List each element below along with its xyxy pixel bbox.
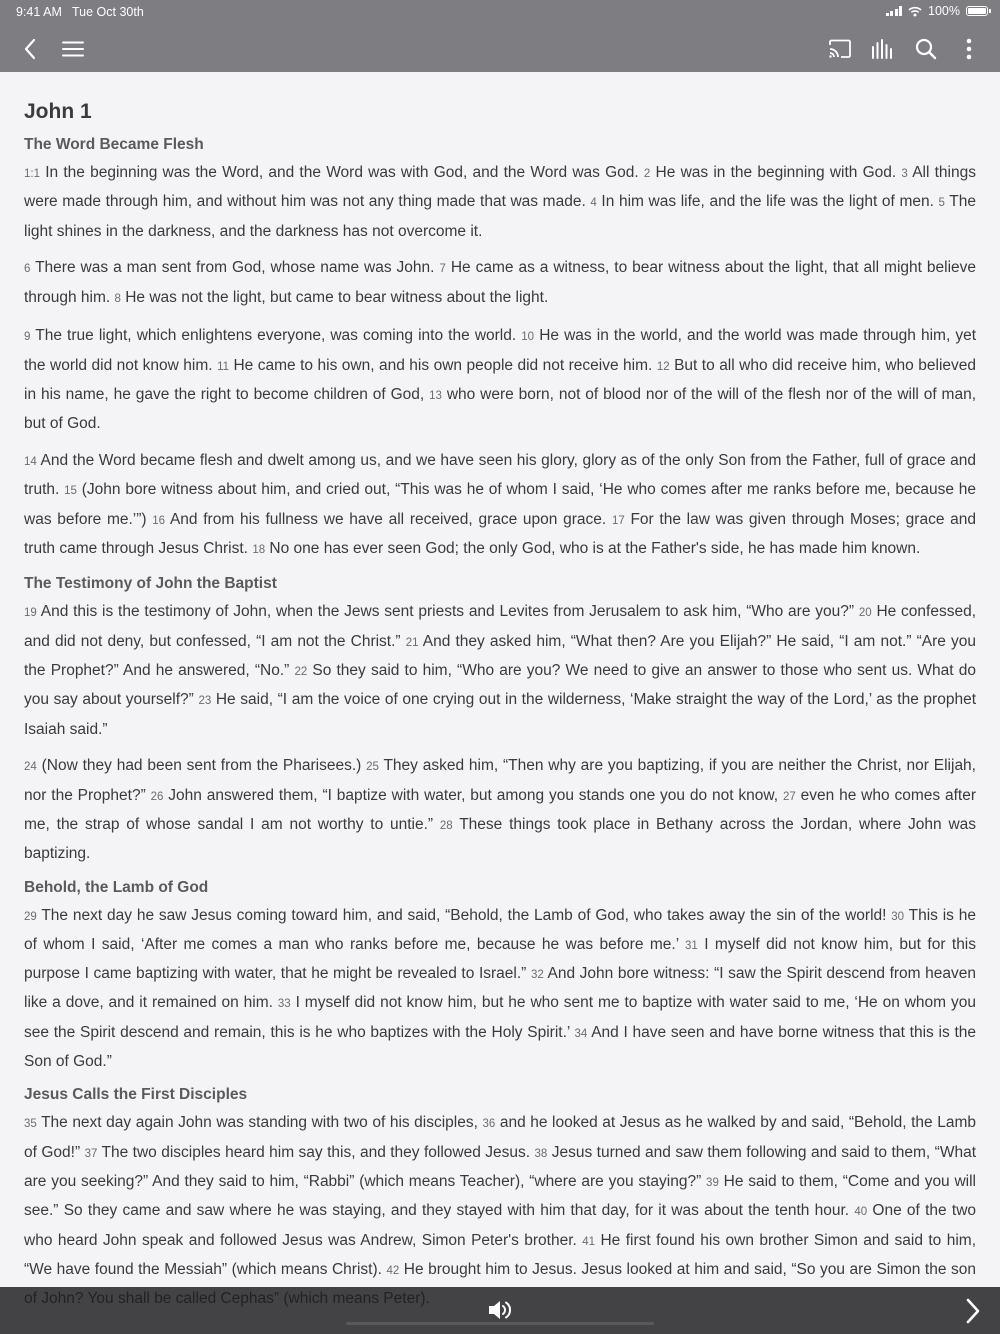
cast-button[interactable]	[823, 32, 857, 66]
verse-text[interactable]: Jesus turned and saw them following and said to them, “What are you seeking?” And they said to him, “Rabbi” (which means Teacher), “where are you staying?”	[24, 1143, 977, 1190]
verse-number[interactable]: 17	[611, 514, 625, 527]
verse-text[interactable]: And this is the testimony of John, when the Jews sent priests and Levites from Jerusalem to ask him, “Who are you?”	[40, 603, 855, 621]
verse-text[interactable]: But to all who did receive him, who believed in his name, he gave the right to become children of God,	[24, 356, 976, 404]
verse-number[interactable]: 10	[521, 331, 535, 344]
verse-text[interactable]: who were born, not of blood nor of the will of the flesh nor of the will of man, but of God.	[24, 386, 977, 433]
verse-text[interactable]: All things were made through him, and without him was not any thing made that was made.	[24, 164, 976, 211]
verse-text[interactable]: He said, “I am the voice of one crying out in the wilderness, ‘Make straight the way of the Lord,’ as the prophet Isaiah said.”	[24, 691, 977, 738]
verse-number[interactable]: 21	[405, 636, 419, 649]
verse-number[interactable]: 2	[643, 168, 651, 180]
menu-icon	[62, 41, 84, 57]
verse-paragraph	[24, 1109, 976, 1312]
verse-number[interactable]: 29	[24, 910, 37, 923]
verse-text[interactable]: even he who comes after me, the strap of whose sandal I am not worthy to untie.”	[24, 786, 977, 833]
chapter-content	[24, 72, 976, 1312]
verse-text[interactable]: And they asked him, “What then? Are you Elijah?” He said, “I am not.” “Are you the Prophet?” And he answered, “No.”	[24, 632, 976, 679]
verse-text[interactable]: He came to his own, and his own people did not receive him.	[233, 356, 653, 374]
verse-text[interactable]: One of the two who heard John speak and followed Jesus was Andrew, Simon Peter's brother.	[24, 1202, 977, 1249]
status-right	[886, 4, 988, 18]
verse-paragraph	[24, 752, 976, 867]
chapter-title: John 1	[24, 100, 92, 123]
chevron-right-icon	[965, 1298, 981, 1324]
verse-number[interactable]: 11	[217, 360, 230, 373]
back-button[interactable]	[13, 32, 47, 66]
verse-number[interactable]: 24	[24, 761, 37, 774]
section-heading: Behold, the Lamb of God	[24, 878, 209, 896]
verse-number[interactable]: 8	[114, 292, 121, 305]
sections	[24, 136, 976, 1312]
verse-text[interactable]: He first found his own brother Simon and said to him, “We have found the Messiah” (which means Christ).	[24, 1231, 977, 1278]
verse-number[interactable]: 13	[429, 390, 442, 403]
verse-number[interactable]: 12	[656, 360, 670, 373]
verse-paragraph	[24, 159, 976, 245]
verse-number[interactable]: 7	[439, 263, 446, 276]
top-bar	[0, 0, 1000, 72]
nav-bar	[0, 26, 1000, 70]
verse-paragraph	[24, 447, 976, 564]
verse-text[interactable]: The next day he saw Jesus coming toward him, and said, “Behold, the Lamb of God, who takes away the sin of the world!	[41, 906, 887, 924]
verse-number[interactable]: 5	[938, 197, 945, 210]
section-heading: The Testimony of John the Baptist	[24, 575, 277, 593]
verse-number[interactable]: 14	[24, 456, 37, 469]
search-icon	[915, 38, 937, 60]
verse-text[interactable]: There was a man sent from God, whose name was John.	[35, 259, 435, 277]
status-time: 9:41 AM	[16, 5, 62, 19]
status-bar	[0, 0, 1000, 24]
verse-text[interactable]: In him was life, and the life was the light of men.	[601, 193, 934, 211]
verse-number[interactable]: 40	[854, 1206, 868, 1219]
verse-number[interactable]: 22	[294, 665, 308, 678]
verse-paragraph	[24, 598, 976, 742]
verse-paragraph	[24, 902, 976, 1076]
verse-text[interactable]: These things took place in Bethany across the Jordan, where John was baptizing.	[24, 815, 977, 863]
search-button[interactable]	[909, 32, 943, 66]
verse-text[interactable]: John answered them, “I baptize with water, but among you stands one you do not know,	[168, 786, 779, 804]
verse-text[interactable]: And from his fullness we have all received, grace upon grace.	[169, 510, 607, 528]
verse-number[interactable]: 37	[84, 1147, 98, 1160]
verse-number[interactable]: 35	[24, 1118, 37, 1131]
verse-number[interactable]: 42	[386, 1264, 400, 1277]
verse-number[interactable]: 31	[684, 939, 698, 952]
verse-text[interactable]: He said to them, “Come and you will see.” So they came and saw where he was staying, and they stayed with him that day, for it was about the tenth hour.	[24, 1172, 976, 1220]
verse-number[interactable]: 20	[858, 607, 872, 620]
verse-text[interactable]: For the law was given through Moses; grace and truth came through Jesus Christ.	[24, 510, 977, 558]
verse-text[interactable]: He was not the light, but came to bear witness about the light.	[125, 288, 549, 306]
verse-number[interactable]: 4	[590, 197, 597, 210]
audio-icon	[871, 39, 895, 59]
verse-number[interactable]: 39	[706, 1176, 719, 1189]
verse-text[interactable]: In the beginning was the Word, and the Word was with God, and the Word was God.	[45, 164, 639, 181]
verse-text[interactable]: He was in the world, and the world was made through him, yet the world did not know him.	[24, 327, 977, 374]
back-icon	[23, 38, 37, 60]
verse-number[interactable]: 25	[366, 761, 379, 774]
cast-icon	[828, 39, 852, 59]
play-audio-button[interactable]	[483, 1295, 517, 1325]
verse-number[interactable]: 32	[530, 969, 544, 982]
verse-text[interactable]: He confessed, and did not deny, but confessed, “I am not the Christ.”	[24, 603, 977, 650]
verse-text[interactable]: This is he of whom I said, ‘After me comes a man who ranks before me, because he was before me.’	[24, 906, 976, 953]
verse-text[interactable]: He came as a witness, to bear witness about the light, that all might believe through him.	[24, 259, 977, 306]
verse-text[interactable]: No one has ever seen God; the only God, who is at the Father's side, he has made him known.	[269, 540, 921, 558]
status-date: Tue Oct 30th	[72, 5, 144, 19]
next-chapter-button[interactable]	[958, 1295, 988, 1327]
verse-text[interactable]: I myself did not know him, but for this purpose I came baptizing with water, that he might be revealed to Israel.”	[24, 935, 977, 983]
verse-number[interactable]: 30	[891, 910, 905, 923]
verse-paragraph	[24, 254, 976, 313]
battery-icon	[966, 6, 988, 16]
signal-icon	[886, 6, 903, 16]
verse-number[interactable]: 3	[901, 168, 908, 180]
verse-number[interactable]: 27	[782, 790, 796, 803]
verse-text[interactable]: The next day again John was standing with two of his disciples,	[41, 1114, 478, 1132]
verse-text[interactable]: and he looked at Jesus as he walked by and said, “Behold, the Lamb of God!”	[24, 1114, 976, 1161]
more-icon	[966, 38, 972, 60]
verse-number[interactable]: 34	[574, 1027, 588, 1040]
verse-number[interactable]: 33	[277, 998, 291, 1011]
verse-text[interactable]: They asked him, “Then why are you baptizing, if you are neither the Christ, nor Elijah, nor the Prophet?”	[24, 757, 976, 804]
verse-number[interactable]: 23	[198, 695, 212, 708]
audio-bar	[0, 1287, 1000, 1334]
verse-number[interactable]: 36	[482, 1118, 496, 1131]
verse-number[interactable]: 15	[64, 485, 77, 498]
verse-text[interactable]: He brought him to Jesus. Jesus looked at him and said, “So you are Simon the son	[403, 1260, 976, 1278]
audio-button[interactable]	[866, 32, 900, 66]
verse-paragraph	[24, 322, 976, 437]
verse-text[interactable]: (John bore witness about him, and cried out, “This was he of whom I said, ‘He who comes after me ranks before me, because he was before me.’”)	[24, 481, 976, 528]
verse-text[interactable]: The two disciples heard him say this, and they followed Jesus.	[101, 1143, 531, 1161]
verse-number[interactable]: 6	[24, 263, 31, 276]
wifi-icon	[908, 6, 922, 17]
verse-number[interactable]: 26	[150, 790, 164, 803]
menu-button[interactable]	[56, 32, 90, 66]
verse-number[interactable]: 1:1	[24, 168, 40, 180]
verse-number[interactable]: 16	[152, 514, 166, 527]
section-heading: Jesus Calls the First Disciples	[24, 1086, 248, 1104]
speaker-icon	[486, 1298, 514, 1322]
verse-text[interactable]: The true light, which enlightens everyone, was coming into the world.	[35, 327, 517, 345]
verse-text[interactable]: The light shines in the darkness, and the darkness has not overcome it.	[24, 193, 976, 240]
more-button[interactable]	[952, 32, 986, 66]
verse-text[interactable]: (Now they had been sent from the Pharisees.)	[41, 757, 362, 775]
verse-text[interactable]: I myself did not know him, but he who sent me to baptize with water said to me, ‘He on whom you see the Spirit descend and remain, this is he who baptizes with the Holy Spirit.’	[24, 994, 976, 1041]
verse-number[interactable]: 41	[582, 1235, 596, 1248]
verse-number[interactable]: 28	[439, 819, 453, 832]
verse-number[interactable]: 18	[252, 544, 266, 557]
verse-number[interactable]: 38	[534, 1147, 548, 1160]
verse-text[interactable]: So they said to him, “Who are you? We need to give an answer to those who sent us. What do you say about yourself?”	[24, 661, 976, 709]
section-heading: The Word Became Flesh	[24, 136, 204, 153]
verse-number[interactable]: 9	[24, 331, 31, 344]
verse-text[interactable]: And the Word became flesh and dwelt among us, and we have seen his glory, glory as of the only Son from the Father, full of grace and truth.	[24, 452, 976, 499]
verse-text[interactable]: And I have seen and have borne witness that this is the Son of God.”	[24, 1023, 976, 1071]
verse-text[interactable]: He was in the beginning with God.	[655, 164, 897, 181]
verse-number[interactable]: 19	[24, 607, 37, 620]
battery-percent: 100%	[928, 4, 960, 18]
verse-text[interactable]: And John bore witness: “I saw the Spirit descend from heaven like a dove, and it remained on him.	[24, 965, 977, 1012]
